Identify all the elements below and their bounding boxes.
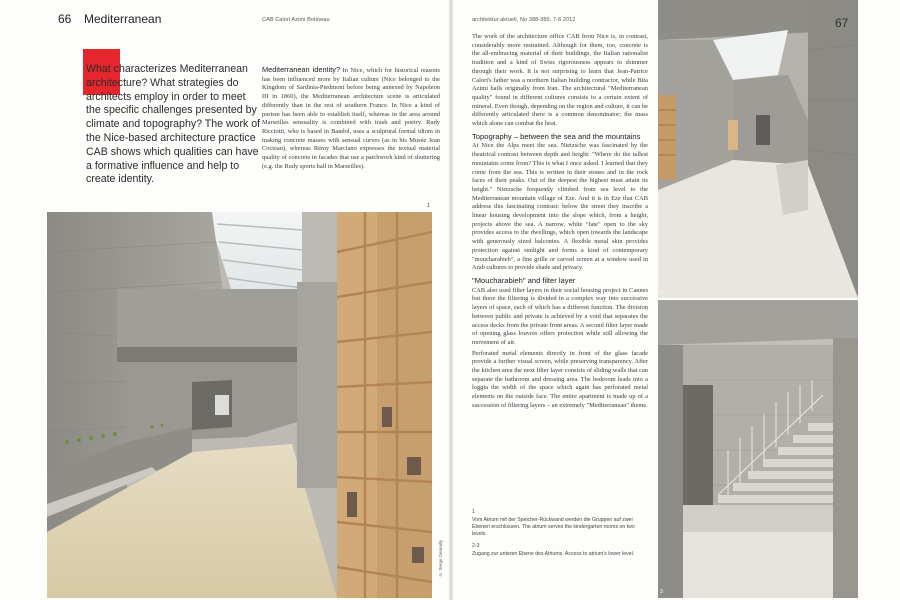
heading-mediterranean-identity: Mediterranean identity? [262,65,341,74]
spread-gutter [449,0,453,600]
caption-1: Vom Atrium mit der Speicher-Rückwand werden die Gruppen auf zwei Ebenen erschlossen. The atrium serves the kindergarten rooms on two levels. [472,517,635,537]
paragraph-1: The work of the architecture office CAB from Nice is, in contrast, considerably more restrained. Although for them, too, concrete is the all-embracing material of their buildings, the Italian rationalist tradition and a kind of Swiss rigorousness appears to shimmer through their work. It is not surprising to learn that Jean-Patrice Calori's father was a northern Italian building contractor, while Bita Azimi hails originally from Iran. The architectural "Mediterranean quality" found in different cultures consists to a certain extent of mineral. Even though, depending on the region and culture, it can be differently articulated there is a common denominator; the mass which alone can combat the heat. [472,33,648,128]
lead-paragraph: What characterizes Mediterranean architecture? What strategies do architects employ in order to meet the specific challenges presented by climate and topography? The work of the Nice-based architecture practice CAB shows which qualities can have a formative influence and help to create identity. [86,63,261,186]
running-head-right: architektur.aktuell, No 388-389, 7-8.2012 [472,17,576,23]
paragraph-2: At Nice the Alps meet the sea. Nietzsche was fascinated by the theatrical contrast between depth and height: "Where do the tallest mountains come from? This is what I once asked. I learned that they come from the sea. This is written in their stones and in the rock faces of their peaks. Out of the deepest the highest must attain its height." Nietzsche frequently climbed from sea level to the Mediterranean mountain village of Eze. And it is in Eze that CAB address this fascinating contrast: below the street they inscribe a linear housing development into the slope which, from a height, projects above the sea. A narrow, white "fate" open to the sky provides access to the dwellings, which open towards the landscape with generously sized balconies. A flexible metal skin provides protection against sunlight and forms a kind of contemporary "moucharabieh", a fine grille or carved screen at a window used in Arab cultures to provide shade and privacy. [472,142,648,272]
photo-upper-corridor [658,0,858,298]
body-text-left: In Nice, which for historical reasons has been influenced more by Italian culture (Nice belonged to the Kingdom of Sardinia-Piedmont before being annexed by Napoleon III in 1860), the Mediterranean architecture scene is articulated differently than in the rest of southern France. In Nice a kind of purism has been able to establish itself, whereas in the area around Marseilles sensuality is combined with trash and poetry. Rudy Ricciotti, who is based in Bandol, uses a sculptural formal idiom in making concrete masses with sensual curves (as in his Musée Jean Cocteau), whereas Rémy Marciano expresses the textual material quality of concrete in facades that use a patchwork kind of shuttering (e.g. the Rudy sports hall in Marseilles). [262,67,440,170]
left-page-number: 66 [58,12,72,26]
figure-number-2: 2 [660,291,663,297]
right-page-number: 67 [835,16,849,30]
running-head-left: CAB Calori Azimi Botineau [262,17,330,23]
figure-number-1: 1 [427,203,430,209]
paragraph-3: CAB also used filter layers in their social housing project in Cannes but there the filtering is divided in a complex way into successive layers of space, each of which has a different function. The division between public and private is achieved by a void that separates the access decks from the private front areas. A second filter layer made of opening glass louvres offers protection while still allowing the movement of air. [472,286,648,346]
heading-topography: Topography – between the sea and the mountains [472,131,641,141]
body-column-left [262,66,440,173]
section-title: Mediterranean [84,12,162,26]
heading-moucharabieh: "Moucharabieh" and filter layer [472,275,576,285]
photo-atrium-corridor [47,212,432,598]
photo-credit: © Serge Demailly [438,540,443,577]
figure-number-3: 3 [660,589,663,595]
photo-lower-stair [658,300,858,598]
caption-2-number: 2-3 [472,543,480,549]
caption-2: Zugang zur unteren Ebene des Atriums. Access to atrium's lower level. [472,551,635,557]
caption-1-number: 1 [472,509,475,515]
paragraph-4: Perforated metal elements directly in front of the glass facade provide a further visual screen, while preserving transparency. After the kitchen area the next filter layer consists of sliding walls that can separate the bathroom and dressing area. The bedroom leads into a loggia the width of the space which again has perforated metal elements on the outside face. The entire apartment is made up of a succession of filtering layers – an extremely "Mediterranean" theme. [472,349,648,409]
body-column-right [472,33,648,413]
